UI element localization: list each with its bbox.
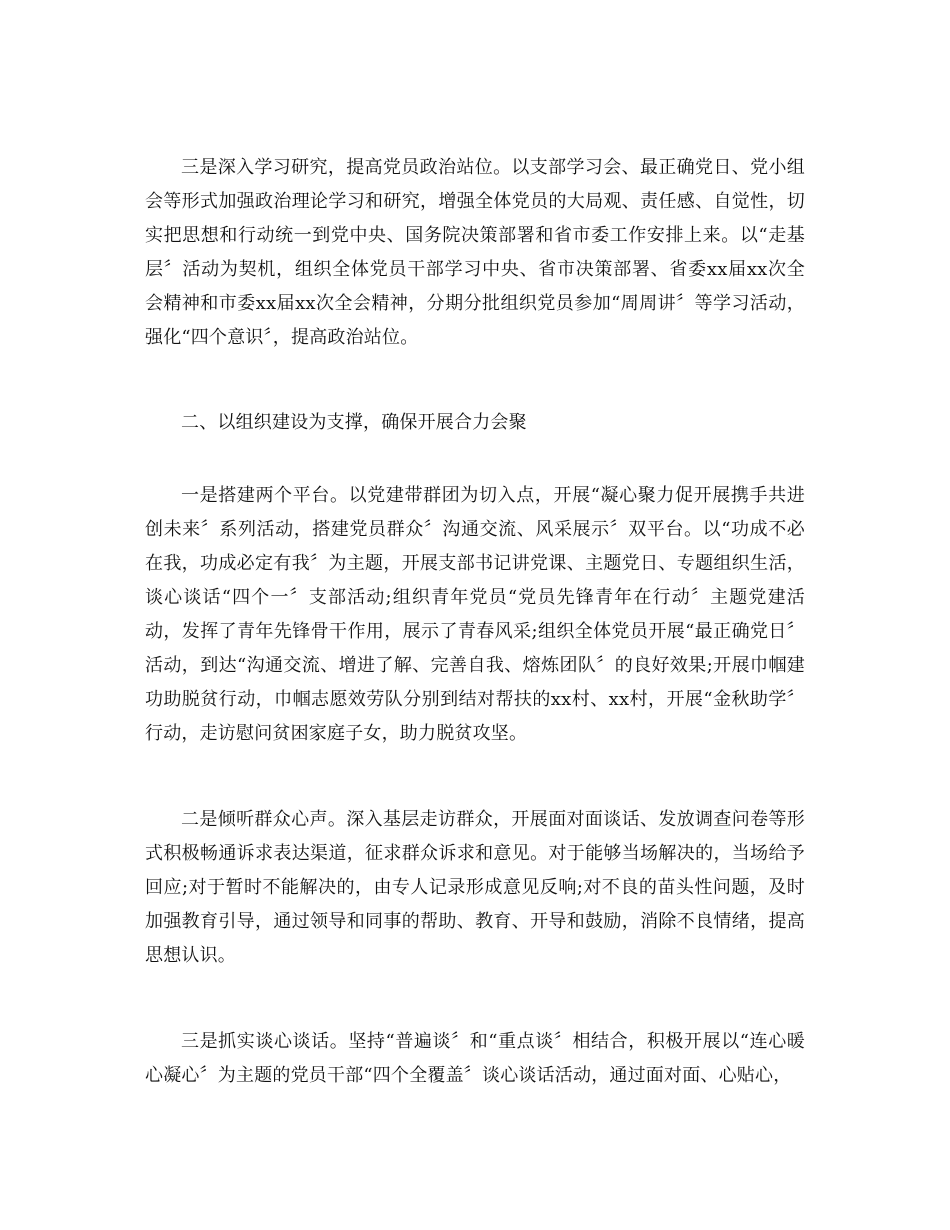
paragraph-text: 一是搭建两个平台。以党建带群团为切入点，开展“凝心聚力促开展携手共进创未来〞系列活动，搭建党员群众〞沟通交流、风采展示〞双平台。以“功成不必在我，功成必定有我〞为主题，开展支部书记讲党课、主题党日、专题组织生活，谈心谈话“四个一〞支部活动;组织青年党员“党员先锋青年在行动〞主题党建活动，发挥了青年先锋骨干作用，展示了青春风采;组织全体党员开展“最正确党日〞活动，到达“沟通交流、增进了解、完善自我、熔炼团队〞的良好效果;开展巾帼建功助脱贫行动，巾帼志愿效劳队分别到结对帮扶的xx村、xx村，开展“金秋助学〞行动，走访慰问贫困家庭子女，助力脱贫攻坚。 xyxy=(145,485,805,744)
section-heading-text: 二、以组织建设为支撑，确保开展合力会聚 xyxy=(181,412,527,433)
paragraph-listen-masses xyxy=(145,803,805,973)
paragraph-text: 三是深入学习研究，提高党员政治站位。以支部学习会、最正确党日、党小组会等形式加强政治理论学习和研究，增强全体党员的大局观、责任感、自觉性，切实把思想和行动统一到党中央、国务院决策部署和省市委工作安排上来。以“走基层〞活动为契机，组织全体党员干部学习中央、省市决策部署、省委xx届xx次全会精神和市委xx届xx次全会精神，分期分批组织党员参加“周周讲〞等学习活动，强化“四个意识〞，提高政治站位。 xyxy=(145,157,805,348)
paragraph-two-platforms xyxy=(145,479,805,751)
paragraph-heart-talks xyxy=(145,1025,805,1093)
paragraph-study-research xyxy=(145,151,805,355)
paragraph-text: 二是倾听群众心声。深入基层走访群众，开展面对面谈话、发放调查问卷等形式积极畅通诉求表达渠道，征求群众诉求和意见。对于能够当场解决的，当场给予回应;对于暂时不能解决的，由专人记录形成意见反响;对不良的苗头性问题，及时加强教育引导，通过领导和同事的帮助、教育、开导和鼓励，消除不良情绪，提高思想认识。 xyxy=(145,809,805,966)
paragraph-text: 三是抓实谈心谈话。坚持“普遍谈〞和“重点谈〞相结合，积极开展以“连心暖心凝心〞为主题的党员干部“四个全覆盖〞谈心谈话活动，通过面对面、心贴心， xyxy=(145,1031,805,1086)
section-heading xyxy=(145,406,805,440)
